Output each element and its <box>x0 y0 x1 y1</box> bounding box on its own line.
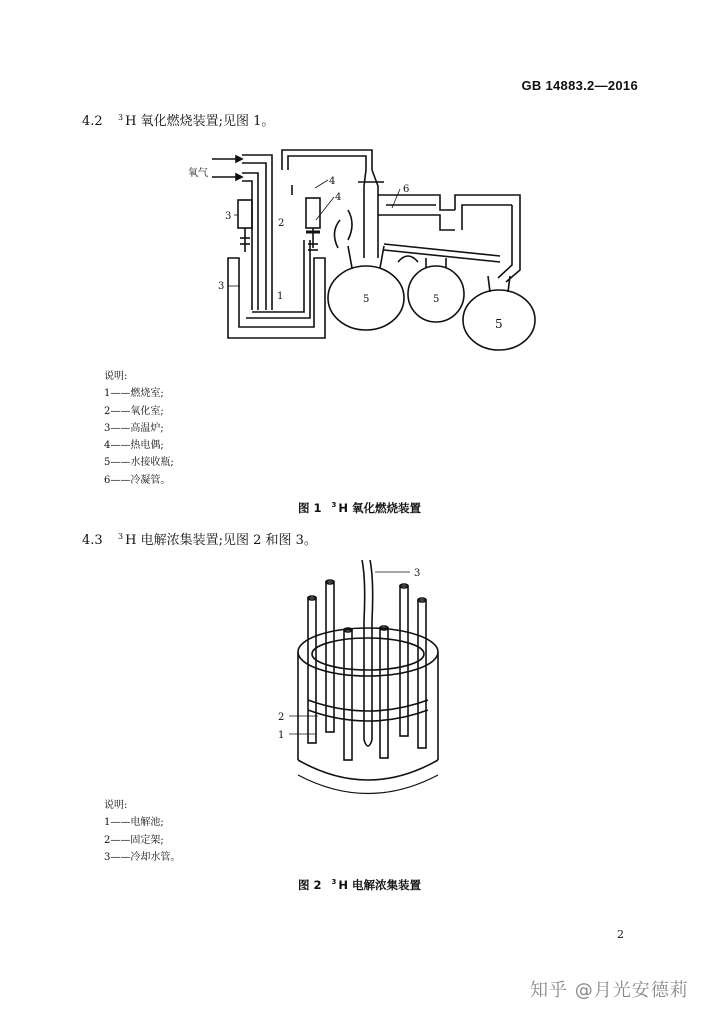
figure1-combustion-apparatus <box>180 140 550 355</box>
label-5b: 5 <box>433 294 440 305</box>
figure-number: 图 1 <box>298 501 322 515</box>
superscript: 3 <box>118 531 124 541</box>
figure2-caption <box>298 877 421 893</box>
legend-item: 6——冷凝管。 <box>104 474 171 486</box>
section-text: H 氧化燃烧装置;见图 1。 <box>125 114 275 129</box>
page-number: 2 <box>617 928 624 941</box>
figure2-electrolysis-apparatus <box>270 560 450 795</box>
standard-code: GB 14883.2—2016 <box>521 78 638 93</box>
label-6: 6 <box>403 184 410 195</box>
legend-item: 1——燃烧室; <box>104 388 164 400</box>
legend-item: 1——电解池; <box>104 817 164 829</box>
figure1-legend <box>104 368 174 489</box>
legend-item: 3——冷却水管。 <box>104 851 181 863</box>
label-oxygen: 氧气 <box>188 168 208 179</box>
figure-number: 图 2 <box>298 878 322 892</box>
label-2: 2 <box>278 712 285 723</box>
section-4-2-heading <box>82 110 274 129</box>
label-2: 2 <box>278 218 285 229</box>
label-1: 1 <box>278 730 285 741</box>
superscript: 3 <box>118 112 124 122</box>
legend-item: 4——热电偶; <box>104 440 164 452</box>
section-4-3-heading <box>82 529 317 548</box>
figure1-caption <box>298 500 421 516</box>
caption-text: H 电解浓集装置 <box>338 878 422 892</box>
label-3a: 3 <box>225 211 232 222</box>
legend-item: 3——高温炉; <box>104 422 164 434</box>
legend-title: 说明: <box>104 800 128 811</box>
section-text: H 电解浓集装置;见图 2 和图 3。 <box>125 533 317 548</box>
watermark: 知乎 @月光安德莉 <box>530 980 689 1001</box>
legend-item: 5——水接收瓶; <box>104 457 174 469</box>
label-4b: 4 <box>335 192 342 203</box>
label-1: 1 <box>277 291 284 302</box>
label-3b: 3 <box>218 281 225 292</box>
label-5a: 5 <box>363 294 370 305</box>
label-3: 3 <box>414 568 421 579</box>
figure2-legend <box>104 797 180 866</box>
legend-item: 2——固定架; <box>104 834 164 846</box>
label-4a: 4 <box>329 176 336 187</box>
section-number: 4.3 <box>82 533 103 548</box>
superscript: 3 <box>331 878 337 887</box>
section-number: 4.2 <box>82 114 103 129</box>
caption-text: H 氧化燃烧装置 <box>338 501 422 515</box>
legend-title: 说明: <box>104 371 128 382</box>
label-5c: 5 <box>495 317 503 331</box>
legend-item: 2——氧化室; <box>104 405 164 417</box>
superscript: 3 <box>331 501 337 510</box>
